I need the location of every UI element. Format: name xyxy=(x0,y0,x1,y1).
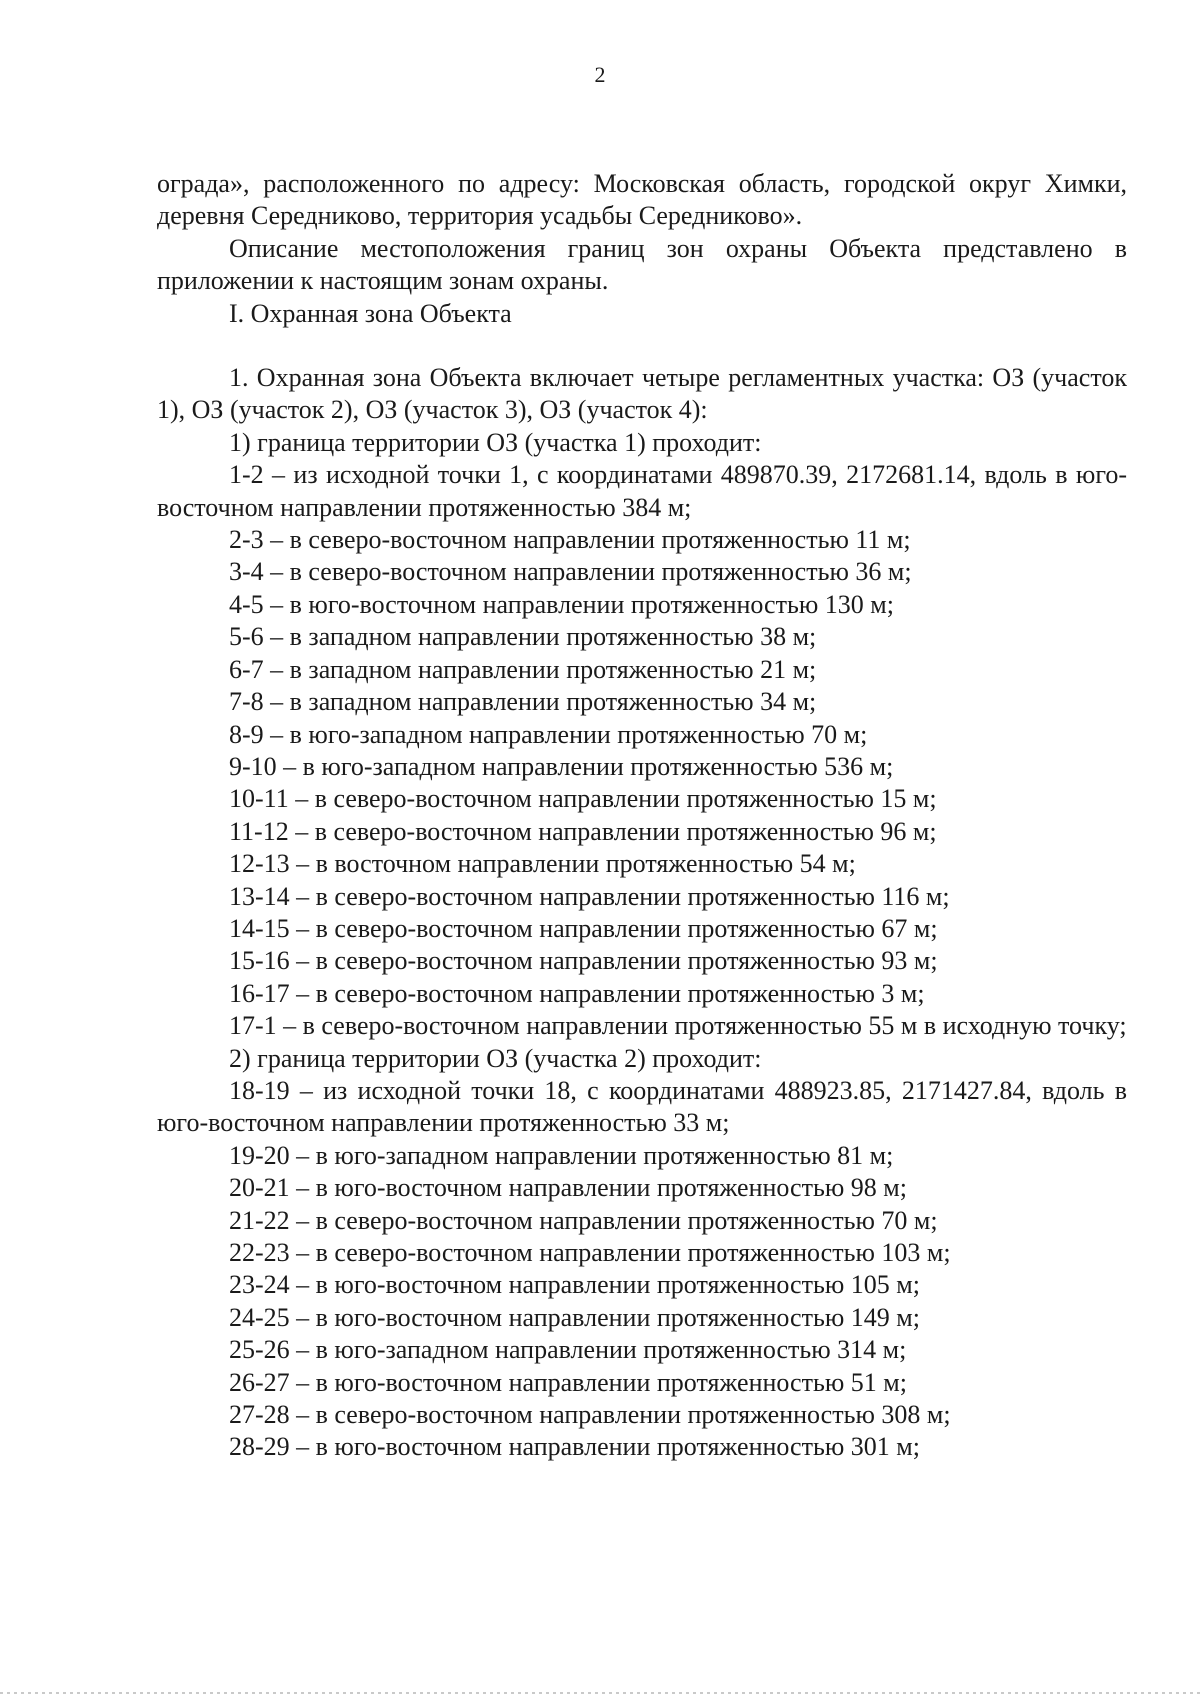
list-item: 4-5 – в юго-восточном направлении протяженностью 130 м; xyxy=(229,589,894,619)
list-item: 17-1 – в северо-восточном направлении протяженностью 55 м в исходную точку; xyxy=(229,1011,1127,1041)
list-item: 3-4 – в северо-восточном направлении протяженностью 36 м; xyxy=(229,557,912,587)
list-item: 2-3 – в северо-восточном направлении протяженностью 11 м; xyxy=(229,525,911,555)
list-item: 16-17 – в северо-восточном направлении протяженностью 3 м; xyxy=(229,978,925,1008)
clause-paragraph: 1. Охранная зона Объекта включает четыре регламентных участка: ОЗ (участок 1), ОЗ (участок 2), ОЗ (участок 3), ОЗ (участок 4): xyxy=(157,363,1127,425)
list-item: 10-11 – в северо-восточном направлении протяженностью 15 м; xyxy=(229,784,937,814)
list-item: 13-14 – в северо-восточном направлении протяженностью 116 м; xyxy=(229,881,950,911)
list-item: 18-19 – из исходной точки 18, с координатами 488923.85, 2171427.84, вдоль в юго-восточном направлении протяженностью 33 м; xyxy=(157,1075,1127,1138)
document-body xyxy=(157,168,1127,1464)
plot-heading: 1) граница территории ОЗ (участка 1) проходит: xyxy=(229,427,762,457)
list-item: 12-13 – в восточном направлении протяженностью 54 м; xyxy=(229,849,856,879)
list-item: 11-12 – в северо-восточном направлении протяженностью 96 м; xyxy=(229,816,937,846)
list-item: 23-24 – в юго-восточном направлении протяженностью 105 м; xyxy=(229,1270,920,1300)
boundary-list-plot-2 xyxy=(157,1075,1127,1464)
intro-paragraph: Описание местоположения границ зон охраны Объекта представлено в приложении к настоящим зонам охраны. xyxy=(157,233,1127,296)
list-item: 15-16 – в северо-восточном направлении протяженностью 93 м; xyxy=(229,946,938,976)
list-item: 8-9 – в юго-западном направлении протяженностью 70 м; xyxy=(229,719,868,749)
list-item: 21-22 – в северо-восточном направлении протяженностью 70 м; xyxy=(229,1205,938,1235)
plot-heading: 2) граница территории ОЗ (участка 2) проходит: xyxy=(229,1043,762,1073)
list-item: 19-20 – в юго-западном направлении протяженностью 81 м; xyxy=(229,1140,894,1170)
list-item: 22-23 – в северо-восточном направлении протяженностью 103 м; xyxy=(229,1238,951,1267)
list-item: 20-21 – в юго-восточном направлении протяженностью 98 м; xyxy=(229,1173,907,1203)
section-heading: I. Охранная зона Объекта xyxy=(229,298,512,328)
list-item: 27-28 – в северо-восточном направлении протяженностью 308 м; xyxy=(229,1400,951,1430)
list-item: 25-26 – в юго-западном направлении протяженностью 314 м; xyxy=(229,1335,907,1365)
list-item: 6-7 – в западном направлении протяженностью 21 м; xyxy=(229,654,817,684)
page-number: 2 xyxy=(594,62,606,87)
list-item: 26-27 – в юго-восточном направлении протяженностью 51 м; xyxy=(229,1367,907,1397)
list-item: 28-29 – в юго-восточном направлении протяженностью 301 м; xyxy=(229,1432,920,1462)
list-item: 7-8 – в западном направлении протяженностью 34 м; xyxy=(229,687,817,717)
list-item: 1-2 – из исходной точки 1, с координатами 489870.39, 2172681.14, вдоль в юго-восточном направлении протяженностью 384 м; xyxy=(157,460,1127,522)
scan-edge-divider xyxy=(0,1692,1200,1694)
list-item: 9-10 – в юго-западном направлении протяженностью 536 м; xyxy=(229,751,894,781)
list-item: 24-25 – в юго-восточном направлении протяженностью 149 м; xyxy=(229,1302,920,1332)
intro-paragraph: ограда», расположенного по адресу: Московская область, городской округ Химки, деревня Середниково, территория усадьбы Середниково». xyxy=(157,169,1127,231)
list-item: 5-6 – в западном направлении протяженностью 38 м; xyxy=(229,622,817,652)
list-item: 14-15 – в северо-восточном направлении протяженностью 67 м; xyxy=(229,913,938,943)
boundary-list-plot-1 xyxy=(157,459,1127,1042)
